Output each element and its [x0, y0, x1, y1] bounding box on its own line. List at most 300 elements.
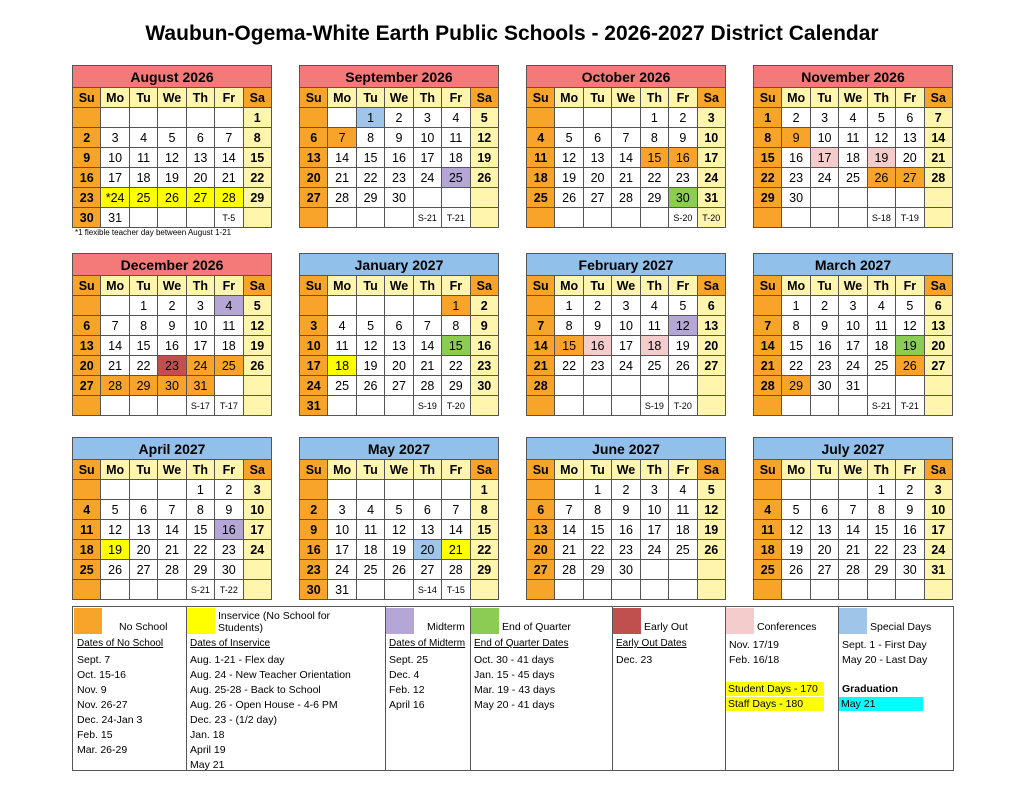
day-cell: 6 [385, 316, 413, 336]
day-cell: 29 [129, 376, 157, 396]
weekday-header: Mo [782, 88, 810, 108]
day-cell: 24 [243, 540, 271, 560]
day-cell: 23 [158, 356, 186, 376]
day-cell [186, 108, 214, 128]
day-cell: 26 [385, 560, 413, 580]
day-cell: 12 [243, 316, 271, 336]
day-cell: 15 [356, 148, 384, 168]
day-cell: 25 [129, 188, 157, 208]
day-cell: 1 [442, 296, 470, 316]
day-cell: 23 [385, 168, 413, 188]
weekday-header: Sa [470, 460, 498, 480]
day-cell: 22 [754, 168, 782, 188]
day-cell: 4 [356, 500, 384, 520]
day-cell: 28 [101, 376, 129, 396]
day-cell: 13 [413, 520, 441, 540]
day-cell: 10 [101, 148, 129, 168]
day-cell: 30 [612, 560, 640, 580]
days-count-cell [158, 396, 186, 416]
day-cell: 9 [583, 316, 611, 336]
days-count-cell [697, 580, 725, 600]
day-cell [129, 108, 157, 128]
legend-list-item: May 21 [190, 759, 225, 771]
day-cell: 15 [782, 336, 810, 356]
day-cell: 5 [782, 500, 810, 520]
day-cell: 26 [101, 560, 129, 580]
day-cell: 8 [129, 316, 157, 336]
day-cell: 18 [754, 540, 782, 560]
days-count-cell [782, 396, 810, 416]
day-cell: 21 [215, 168, 243, 188]
day-cell: 5 [896, 296, 924, 316]
weekday-header: We [158, 88, 186, 108]
day-cell: 20 [583, 168, 611, 188]
legend-list-item: Aug. 26 - Open House - 4-6 PM [190, 699, 338, 711]
day-cell: 14 [555, 520, 583, 540]
day-cell: 9 [612, 500, 640, 520]
day-cell [867, 188, 895, 208]
weekday-header: Fr [442, 460, 470, 480]
day-cell [782, 480, 810, 500]
day-cell [810, 188, 838, 208]
day-cell: 4 [328, 316, 356, 336]
day-cell [129, 208, 157, 228]
day-cell [924, 376, 952, 396]
weekday-header: Fr [669, 88, 697, 108]
day-cell: 9 [470, 316, 498, 336]
days-count-cell [810, 208, 838, 228]
day-cell: 11 [129, 148, 157, 168]
day-cell: 15 [640, 148, 668, 168]
day-cell: 26 [158, 188, 186, 208]
day-cell: 2 [896, 480, 924, 500]
legend-list-item: Nov. 17/19 [729, 639, 780, 651]
day-cell: 17 [697, 148, 725, 168]
weekday-header: Th [640, 88, 668, 108]
legend-list-item: Dec. 23 [616, 654, 653, 666]
day-cell: 17 [186, 336, 214, 356]
month-july-2027 [753, 437, 953, 600]
day-cell: 13 [385, 336, 413, 356]
day-cell: 23 [810, 356, 838, 376]
day-cell: 18 [669, 520, 697, 540]
day-cell [442, 480, 470, 500]
student-days-count: Student Days - 170 [726, 682, 824, 696]
day-cell [215, 108, 243, 128]
day-cell: 25 [754, 560, 782, 580]
day-cell: 24 [839, 356, 867, 376]
days-count-cell [243, 580, 271, 600]
day-cell: 27 [73, 376, 101, 396]
day-cell: 2 [470, 296, 498, 316]
day-cell: 16 [300, 540, 328, 560]
day-cell: 10 [243, 500, 271, 520]
day-cell: 18 [215, 336, 243, 356]
day-cell: 24 [924, 540, 952, 560]
legend-list-item: April 16 [389, 699, 425, 711]
weekday-header: Mo [328, 276, 356, 296]
weekday-header: Mo [782, 276, 810, 296]
weekday-header: Fr [896, 88, 924, 108]
day-cell: 31 [839, 376, 867, 396]
weekday-header: Su [73, 460, 101, 480]
days-count-cell: T-21 [896, 396, 924, 416]
conferences-swatch [726, 608, 754, 634]
day-cell: 30 [158, 376, 186, 396]
month-title: July 2027 [754, 438, 953, 460]
special-days-swatch [839, 608, 867, 634]
midterm-swatch [386, 608, 414, 634]
day-cell: 15 [186, 520, 214, 540]
month-may-2027 [299, 437, 499, 600]
days-count-cell [612, 580, 640, 600]
day-cell: 13 [896, 128, 924, 148]
no-school-subheading: Dates of No School [77, 638, 164, 649]
day-cell: 21 [754, 356, 782, 376]
day-cell: 13 [129, 520, 157, 540]
day-cell: 27 [527, 560, 555, 580]
day-cell: 8 [243, 128, 271, 148]
day-cell: 4 [867, 296, 895, 316]
month-january-2027 [299, 253, 499, 416]
month-april-2027 [72, 437, 272, 600]
day-cell: 14 [839, 520, 867, 540]
weekday-header: Fr [669, 276, 697, 296]
weekday-header: Th [413, 460, 441, 480]
days-count-cell [896, 580, 924, 600]
day-cell: 7 [924, 108, 952, 128]
day-cell: 24 [810, 168, 838, 188]
days-count-cell [612, 208, 640, 228]
day-cell: 13 [924, 316, 952, 336]
day-cell: 12 [697, 500, 725, 520]
day-cell: 20 [300, 168, 328, 188]
day-cell [527, 108, 555, 128]
day-cell [356, 480, 384, 500]
day-cell: 29 [782, 376, 810, 396]
day-cell: 5 [867, 108, 895, 128]
day-cell: 1 [782, 296, 810, 316]
day-cell: 1 [470, 480, 498, 500]
day-cell: 3 [697, 108, 725, 128]
day-cell: 23 [470, 356, 498, 376]
day-cell [555, 480, 583, 500]
day-cell: 20 [129, 540, 157, 560]
day-cell: 4 [215, 296, 243, 316]
legend-conferences [725, 607, 839, 770]
day-cell: 11 [73, 520, 101, 540]
day-cell: 2 [782, 108, 810, 128]
weekday-header: Th [640, 276, 668, 296]
day-cell: 15 [129, 336, 157, 356]
day-cell: 10 [924, 500, 952, 520]
day-cell: 19 [867, 148, 895, 168]
day-cell: 25 [640, 356, 668, 376]
days-count-cell [385, 208, 413, 228]
day-cell: 10 [300, 336, 328, 356]
day-cell: 19 [669, 336, 697, 356]
weekday-header: Th [867, 460, 895, 480]
day-cell: 15 [583, 520, 611, 540]
month-june-2027 [526, 437, 726, 600]
day-cell: 8 [470, 500, 498, 520]
weekday-header: Sa [924, 460, 952, 480]
day-cell: 3 [300, 316, 328, 336]
day-cell: 7 [527, 316, 555, 336]
day-cell: 20 [413, 540, 441, 560]
day-cell: 26 [896, 356, 924, 376]
day-cell: 18 [442, 148, 470, 168]
day-cell: 30 [300, 580, 328, 600]
day-cell: 17 [924, 520, 952, 540]
day-cell: 17 [612, 336, 640, 356]
day-cell: 11 [754, 520, 782, 540]
day-cell: 28 [555, 560, 583, 580]
day-cell: 12 [158, 148, 186, 168]
day-cell: *24 [101, 188, 129, 208]
day-cell: 25 [73, 560, 101, 580]
day-cell: 12 [101, 520, 129, 540]
days-count-cell: S-21 [413, 208, 441, 228]
staff-days-count: Staff Days - 180 [726, 697, 824, 711]
day-cell: 22 [583, 540, 611, 560]
day-cell: 6 [583, 128, 611, 148]
day-cell: 18 [328, 356, 356, 376]
day-cell: 13 [300, 148, 328, 168]
early-out-list [616, 653, 652, 668]
day-cell: 16 [810, 336, 838, 356]
weekday-header: Sa [924, 276, 952, 296]
day-cell: 3 [328, 500, 356, 520]
weekday-header: Fr [896, 460, 924, 480]
day-cell: 20 [527, 540, 555, 560]
special-days-list [842, 638, 927, 668]
day-cell: 24 [640, 540, 668, 560]
day-cell [612, 376, 640, 396]
day-cell [810, 480, 838, 500]
month-title: October 2026 [527, 66, 726, 88]
day-cell: 11 [356, 520, 384, 540]
day-cell: 3 [612, 296, 640, 316]
day-cell [356, 296, 384, 316]
day-cell [328, 480, 356, 500]
day-cell: 5 [385, 500, 413, 520]
day-cell: 11 [669, 500, 697, 520]
weekday-header: Tu [583, 276, 611, 296]
day-cell: 30 [470, 376, 498, 396]
day-cell: 11 [328, 336, 356, 356]
weekday-header: Th [413, 276, 441, 296]
days-count-cell [754, 396, 782, 416]
day-cell: 24 [186, 356, 214, 376]
weekday-header: Mo [782, 460, 810, 480]
day-cell: 3 [101, 128, 129, 148]
inservice-label: Inservice (No School for Students) [218, 610, 331, 634]
day-cell: 5 [158, 128, 186, 148]
day-cell: 7 [328, 128, 356, 148]
day-cell: 7 [442, 500, 470, 520]
legend-list-item: Mar. 26-29 [77, 744, 128, 756]
day-cell: 8 [867, 500, 895, 520]
day-cell: 22 [129, 356, 157, 376]
days-count-cell [527, 580, 555, 600]
day-cell: 17 [810, 148, 838, 168]
day-cell [186, 208, 214, 228]
day-cell [385, 580, 413, 600]
day-cell: 8 [186, 500, 214, 520]
weekday-header: Sa [470, 88, 498, 108]
month-title: December 2026 [73, 254, 272, 276]
day-cell [640, 560, 668, 580]
day-cell: 20 [896, 148, 924, 168]
day-cell [839, 188, 867, 208]
day-cell [583, 376, 611, 396]
days-count-cell [555, 396, 583, 416]
weekday-header: Sa [470, 276, 498, 296]
weekday-header: Su [73, 276, 101, 296]
weekday-header: Su [300, 460, 328, 480]
legend-list-item: May 20 - Last Day [842, 654, 928, 666]
footnote: *1 flexible teacher day between August 1-21 [75, 228, 232, 237]
day-cell: 21 [158, 540, 186, 560]
no-school-swatch [74, 608, 102, 634]
day-cell: 14 [328, 148, 356, 168]
days-count-cell [839, 208, 867, 228]
day-cell: 25 [839, 168, 867, 188]
legend-list-item: Aug. 25-28 - Back to School [190, 684, 321, 696]
day-cell: 28 [754, 376, 782, 396]
weekday-header: Fr [669, 460, 697, 480]
day-cell: 11 [839, 128, 867, 148]
day-cell: 20 [385, 356, 413, 376]
day-cell: 28 [158, 560, 186, 580]
legend-end-quarter [470, 607, 613, 770]
day-cell: 6 [697, 296, 725, 316]
day-cell: 29 [470, 560, 498, 580]
midterm-list [389, 653, 428, 713]
weekday-header: We [385, 460, 413, 480]
day-cell: 6 [810, 500, 838, 520]
day-cell: 20 [697, 336, 725, 356]
day-cell: 3 [810, 108, 838, 128]
days-count-cell: S-19 [640, 396, 668, 416]
weekday-header: We [158, 460, 186, 480]
day-cell: 26 [243, 356, 271, 376]
end-quarter-subheading: End of Quarter Dates [474, 638, 569, 649]
day-cell: 9 [158, 316, 186, 336]
day-cell: 19 [555, 168, 583, 188]
legend-early-out [612, 607, 726, 770]
weekday-header: Tu [356, 460, 384, 480]
days-count-cell [697, 396, 725, 416]
days-count-cell [640, 208, 668, 228]
month-november-2026 [753, 65, 953, 228]
day-cell: 10 [328, 520, 356, 540]
day-cell: 14 [527, 336, 555, 356]
weekday-header: Tu [129, 276, 157, 296]
day-cell: 26 [356, 376, 384, 396]
day-cell: 13 [810, 520, 838, 540]
day-cell: 1 [356, 108, 384, 128]
day-cell: 11 [867, 316, 895, 336]
day-cell: 8 [782, 316, 810, 336]
weekday-header: Tu [810, 460, 838, 480]
weekday-header: Su [527, 460, 555, 480]
day-cell: 27 [810, 560, 838, 580]
day-cell [612, 108, 640, 128]
day-cell: 24 [413, 168, 441, 188]
day-cell: 3 [839, 296, 867, 316]
day-cell: 5 [243, 296, 271, 316]
day-cell: 14 [215, 148, 243, 168]
day-cell: 26 [782, 560, 810, 580]
day-cell: 31 [101, 208, 129, 228]
day-cell: 6 [300, 128, 328, 148]
day-cell: 28 [328, 188, 356, 208]
day-cell: 25 [442, 168, 470, 188]
day-cell: 31 [697, 188, 725, 208]
weekday-header: We [385, 88, 413, 108]
weekday-header: We [839, 276, 867, 296]
day-cell: 13 [186, 148, 214, 168]
days-count-cell [158, 580, 186, 600]
day-cell [300, 480, 328, 500]
days-count-cell: T-20 [442, 396, 470, 416]
day-cell [413, 188, 441, 208]
day-cell: 7 [839, 500, 867, 520]
weekday-header: Sa [924, 88, 952, 108]
day-cell: 10 [810, 128, 838, 148]
day-cell: 19 [896, 336, 924, 356]
weekday-header: Mo [101, 460, 129, 480]
day-cell: 5 [356, 316, 384, 336]
day-cell: 19 [782, 540, 810, 560]
day-cell: 16 [158, 336, 186, 356]
days-count-cell [754, 580, 782, 600]
day-cell: 18 [839, 148, 867, 168]
day-cell: 30 [669, 188, 697, 208]
weekday-header: Su [73, 88, 101, 108]
weekday-header: Th [867, 88, 895, 108]
day-cell: 5 [555, 128, 583, 148]
legend-list-item: Feb. 12 [389, 684, 425, 696]
day-cell: 28 [527, 376, 555, 396]
day-cell: 25 [527, 188, 555, 208]
legend-list-item: Jan. 18 [190, 729, 225, 741]
day-cell: 23 [669, 168, 697, 188]
day-cell: 15 [867, 520, 895, 540]
legend-list-item: Mar. 19 - 43 days [474, 684, 556, 696]
day-cell: 9 [385, 128, 413, 148]
day-cell [243, 208, 271, 228]
days-count-cell: T-20 [697, 208, 725, 228]
day-cell [669, 560, 697, 580]
inservice-swatch [187, 608, 215, 634]
weekday-header: Tu [129, 460, 157, 480]
day-cell: 3 [640, 480, 668, 500]
days-count-cell [782, 580, 810, 600]
day-cell: 1 [583, 480, 611, 500]
days-count-cell: T-15 [442, 580, 470, 600]
day-cell: 11 [215, 316, 243, 336]
weekday-header: Tu [810, 276, 838, 296]
end-quarter-label: End of Quarter [502, 621, 571, 633]
day-cell: 31 [300, 396, 328, 416]
day-cell: 13 [73, 336, 101, 356]
day-cell: 4 [442, 108, 470, 128]
day-cell: 2 [158, 296, 186, 316]
legend-list-item: April 19 [190, 744, 226, 756]
